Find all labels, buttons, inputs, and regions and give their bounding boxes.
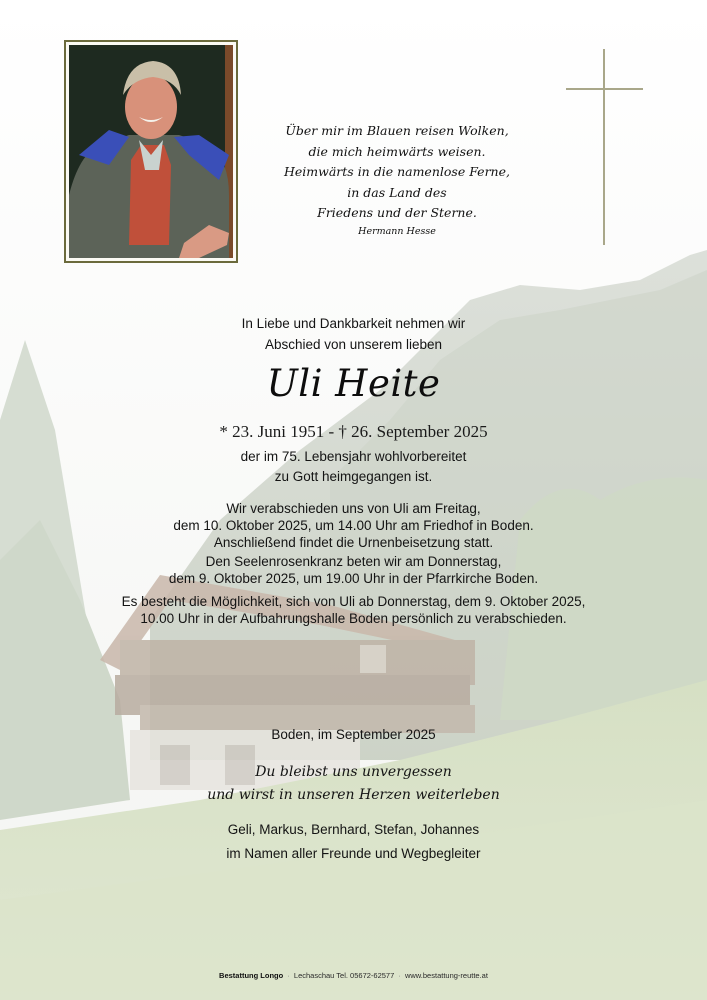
portrait-frame (64, 40, 238, 263)
rosary-line: dem 9. Oktober 2025, um 19.00 Uhr in der Pfarrkirche Boden. (168, 571, 539, 586)
footer (0, 971, 707, 981)
farewell-line: Du bleibst uns unvergessen (255, 764, 452, 780)
passing-text (0, 447, 707, 487)
farewell-verse (0, 761, 707, 807)
deceased-name: Uli Heite (266, 362, 441, 405)
footer-separator: · (398, 971, 401, 980)
funeral-line: Anschließend findet die Urnenbeisetzung statt. (213, 535, 494, 550)
funeral-line: Wir verabschieden uns von Uli am Freitag, (226, 501, 481, 516)
person-photo-illustration (69, 45, 233, 258)
poem-line: Heimwärts in die namenlose Ferne, (284, 164, 510, 179)
friends-line: im Namen aller Freunde und Wegbegleiter (226, 845, 481, 861)
footer-contact: Lechaschau Tel. 05672-62577 (293, 971, 395, 980)
funeral-details (0, 500, 707, 551)
cross-icon (566, 49, 643, 245)
poem-line: Über mir im Blauen reisen Wolken, (285, 123, 509, 138)
intro-text (0, 313, 707, 355)
cross-vertical-bar (603, 49, 605, 245)
poem-line: in das Land des (347, 184, 447, 200)
rosary-line: Den Seelenrosenkranz beten wir am Donnerstag, (205, 554, 502, 569)
funeral-line: dem 10. Oktober 2025, um 14.00 Uhr am Friedhof in Boden. (173, 518, 534, 533)
poem-line: die mich heimwärts weisen. (308, 143, 486, 159)
poem-author: Hermann Hesse (358, 225, 436, 237)
viewing-line: Es besteht die Möglichkeit, sich von Uli ab Donnerstag, dem 9. Oktober 2025, (121, 594, 586, 609)
portrait-photo (69, 45, 233, 258)
poem (262, 121, 532, 239)
cross-horizontal-bar (566, 88, 643, 90)
mourners (0, 818, 707, 865)
life-dates: * 23. Juni 1951 - † 26. September 2025 (219, 422, 488, 441)
place-date: Boden, im September 2025 (271, 727, 436, 742)
intro-line: In Liebe und Dankbarkeit nehmen wir (241, 316, 466, 331)
passing-line: der im 75. Lebensjahr wohlvorbereitet (240, 449, 467, 464)
passing-line: zu Gott heimgegangen ist. (274, 469, 433, 484)
family-names: Geli, Markus, Bernhard, Stefan, Johannes (227, 822, 480, 837)
poem-line: Friedens und der Sterne. (317, 205, 477, 220)
viewing-details (0, 593, 707, 627)
intro-line: Abschied von unserem lieben (264, 337, 443, 352)
footer-separator: · (287, 971, 290, 980)
rosary-details (0, 553, 707, 587)
funeral-home-name: Bestattung Longo (219, 971, 284, 980)
viewing-line: 10.00 Uhr in der Aufbahrungshalle Boden persönlich zu verabschieden. (140, 611, 567, 626)
farewell-line: und wirst in unseren Herzen weiterleben (207, 787, 500, 803)
footer-website[interactable]: www.bestattung-reutte.at (404, 971, 488, 980)
